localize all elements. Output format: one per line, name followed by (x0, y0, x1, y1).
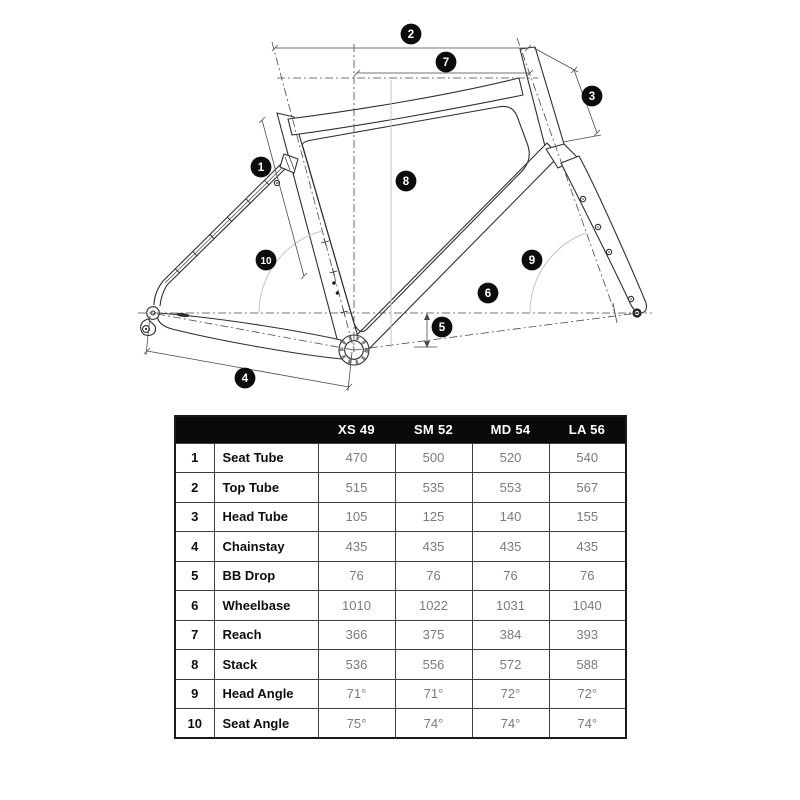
callout-2 (401, 24, 422, 45)
value-cell-2: 435 (472, 532, 549, 562)
header-size-col-1: SM 52 (395, 416, 472, 443)
value-cell-0: 435 (318, 532, 395, 562)
value-cell-2: 384 (472, 620, 549, 650)
bike-frame-drawing (141, 47, 647, 365)
row-number-cell: 3 (175, 502, 214, 532)
value-cell-0: 105 (318, 502, 395, 532)
dim-top-tube (272, 45, 531, 51)
callout-number: 8 (402, 175, 410, 188)
table-row-head-tube (175, 502, 626, 532)
callout-number: 5 (438, 321, 446, 334)
row-label-cell: Head Tube (214, 502, 318, 532)
row-number-cell: 9 (175, 679, 214, 709)
table-row-reach (175, 620, 626, 650)
value-cell-0: 536 (318, 650, 395, 680)
value-cell-2: 520 (472, 443, 549, 473)
value-cell-3: 72° (549, 679, 626, 709)
table-row-seat-tube (175, 443, 626, 473)
value-cell-0: 75° (318, 709, 395, 739)
value-cell-1: 125 (395, 502, 472, 532)
value-cell-1: 435 (395, 532, 472, 562)
header-size-col-2: MD 54 (472, 416, 549, 443)
top-tube (288, 78, 523, 135)
row-label-cell: Head Angle (214, 679, 318, 709)
row-number-cell: 10 (175, 709, 214, 739)
callout-4 (235, 368, 256, 389)
row-number-cell: 8 (175, 650, 214, 680)
value-cell-3: 588 (549, 650, 626, 680)
seat-stay-cap (274, 154, 298, 186)
callout-6 (478, 283, 499, 304)
value-cell-0: 76 (318, 561, 395, 591)
value-cell-1: 1022 (395, 591, 472, 621)
row-label-cell: Chainstay (214, 532, 318, 562)
value-cell-2: 76 (472, 561, 549, 591)
row-label-cell: Top Tube (214, 473, 318, 503)
value-cell-1: 71° (395, 679, 472, 709)
callout-number: 9 (528, 254, 536, 267)
value-cell-3: 540 (549, 443, 626, 473)
row-number-cell: 4 (175, 532, 214, 562)
value-cell-1: 535 (395, 473, 472, 503)
header-size-col-0: XS 49 (318, 416, 395, 443)
value-cell-3: 393 (549, 620, 626, 650)
value-cell-1: 500 (395, 443, 472, 473)
value-cell-3: 1040 (549, 591, 626, 621)
callout-number: 7 (442, 56, 450, 69)
table-row-seat-angle (175, 709, 626, 739)
callout-number: 2 (407, 28, 415, 41)
value-cell-1: 76 (395, 561, 472, 591)
callout-1 (251, 157, 272, 178)
head-tube (520, 47, 564, 150)
value-cell-3: 567 (549, 473, 626, 503)
row-label-cell: Stack (214, 650, 318, 680)
table-row-stack (175, 650, 626, 680)
seat-stay (154, 158, 291, 306)
value-cell-2: 72° (472, 679, 549, 709)
callout-number: 10 (260, 255, 272, 267)
row-label-cell: Reach (214, 620, 318, 650)
value-cell-1: 375 (395, 620, 472, 650)
value-cell-2: 553 (472, 473, 549, 503)
value-cell-0: 1010 (318, 591, 395, 621)
header-spacer-num (175, 416, 214, 443)
row-number-cell: 1 (175, 443, 214, 473)
callout-number: 3 (588, 90, 596, 103)
callout-5 (432, 317, 453, 338)
value-cell-3: 435 (549, 532, 626, 562)
callout-8 (396, 171, 417, 192)
value-cell-2: 1031 (472, 591, 549, 621)
value-cell-0: 515 (318, 473, 395, 503)
row-label-cell: Seat Tube (214, 443, 318, 473)
row-number-cell: 7 (175, 620, 214, 650)
row-number-cell: 5 (175, 561, 214, 591)
row-label-cell: Wheelbase (214, 591, 318, 621)
value-cell-1: 556 (395, 650, 472, 680)
row-number-cell: 2 (175, 473, 214, 503)
callout-10 (256, 250, 277, 271)
value-cell-3: 74° (549, 709, 626, 739)
head-angle-arc (530, 233, 586, 313)
callout-3 (582, 86, 603, 107)
header-spacer-label (214, 416, 318, 443)
value-cell-3: 155 (549, 502, 626, 532)
chainstay (158, 313, 342, 359)
row-label-cell: BB Drop (214, 561, 318, 591)
table-row-head-angle (175, 679, 626, 709)
geometry-table-header (175, 416, 626, 443)
value-cell-2: 74° (472, 709, 549, 739)
table-row-chainstay (175, 532, 626, 562)
value-cell-0: 470 (318, 443, 395, 473)
value-cell-0: 366 (318, 620, 395, 650)
table-row-wheelbase (175, 591, 626, 621)
row-label-cell: Seat Angle (214, 709, 318, 739)
down-tube (347, 143, 559, 357)
value-cell-1: 74° (395, 709, 472, 739)
table-row-top-tube (175, 473, 626, 503)
row-number-cell: 6 (175, 591, 214, 621)
header-size-col-3: LA 56 (549, 416, 626, 443)
callout-9 (522, 250, 543, 271)
callout-number: 1 (257, 161, 265, 174)
callout-7 (436, 52, 457, 73)
value-cell-3: 76 (549, 561, 626, 591)
table-row-bb-drop (175, 561, 626, 591)
value-cell-2: 140 (472, 502, 549, 532)
callout-number: 6 (484, 287, 492, 300)
geometry-table (174, 415, 627, 739)
value-cell-0: 71° (318, 679, 395, 709)
callout-number: 4 (241, 372, 249, 385)
value-cell-2: 572 (472, 650, 549, 680)
fork-blade (561, 156, 646, 313)
